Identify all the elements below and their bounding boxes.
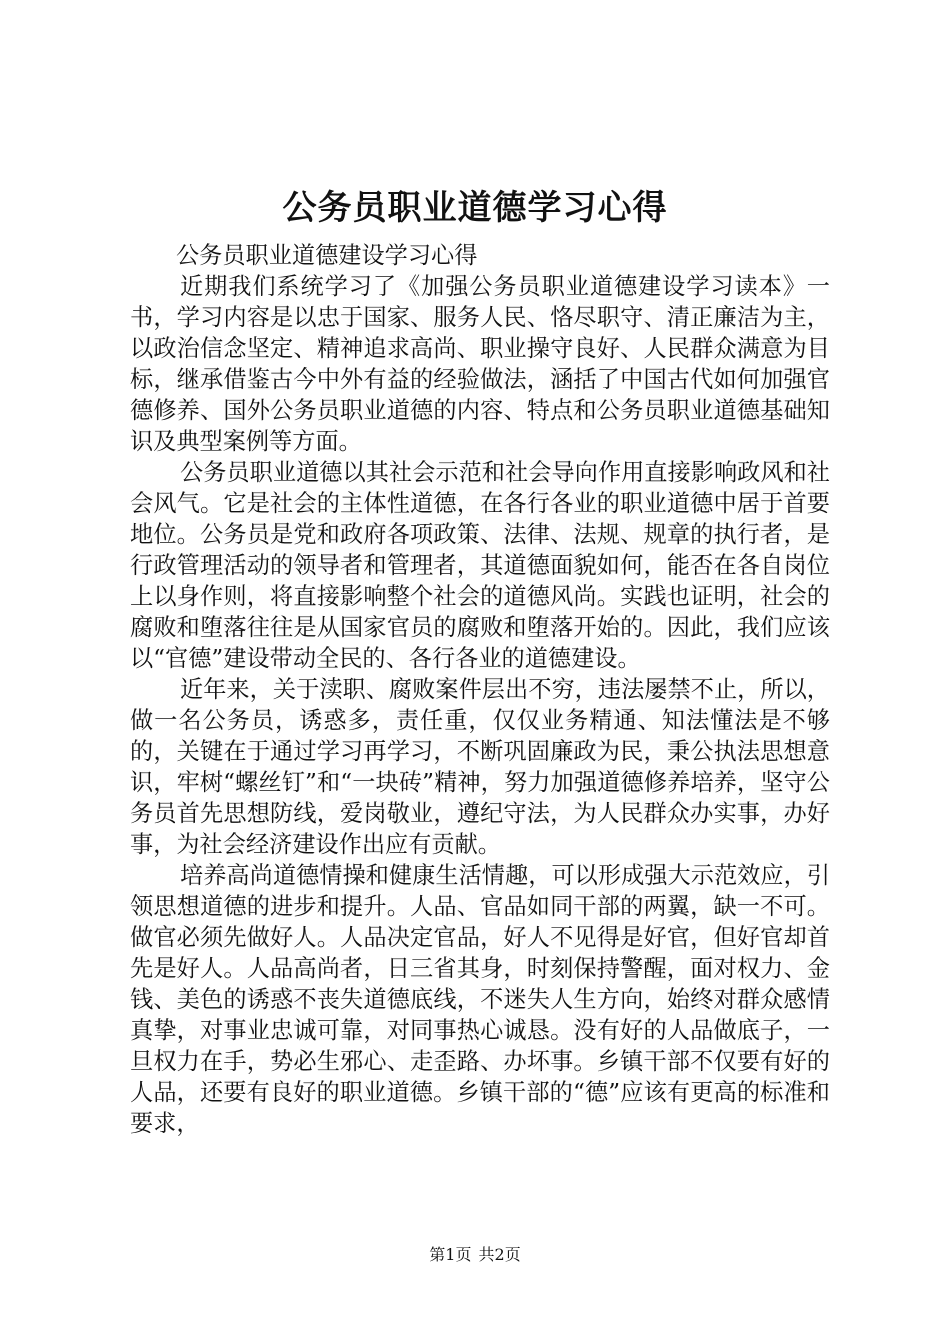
document-title: 公务员职业道德学习心得 [282, 188, 668, 228]
paragraph-2: 公务员职业道德以其社会示范和社会导向作用直接影响政风和社会风气。它是社会的主体性道德，在各行各业的职业道德中居于首要地位。公务员是党和政府各项政策、法律、法规、规章的执行者，是行政管理活动的领导者和管理者，其道德面貌如何，能否在各自岗位上以身作则，将直接影响整个社会的道德风尚。实践也证明，社会的腐败和堕落往往是从国家官员的腐败和堕落开始的。因此，我们应该以“官德”建设带动全民的、各行各业的道德建设。 [130, 459, 830, 672]
paragraph-4: 培养高尚道德情操和健康生活情趣，可以形成强大示范效应，引领思想道德的进步和提升。人品、官品如同干部的两翼，缺一不可。做官必须先做好人。人品决定官品，好人不见得是好官，但好官却首先是好人。人品高尚者，日三省其身，时刻保持警醒，面对权力、金钱、美色的诱惑不丧失道德底线，不迷失人生方向，始终对群众感情真挚，对事业忠诚可靠，对同事热心诚恳。没有好的人品做底子，一旦权力在手，势必生邪心、走歪路、办坏事。乡镇干部不仅要有好的人品，还要有良好的职业道德。乡镇干部的“德”应该有更高的标准和要求， [130, 862, 830, 1137]
page-number-footer: 第1页 共2页 [429, 1245, 521, 1264]
paragraph-3: 近年来，关于渎职、腐败案件层出不穷，违法屡禁不止，所以，做一名公务员，诱惑多，责任重，仅仅业务精通、知法懂法是不够的，关键在于通过学习再学习，不断巩固廉政为民，秉公执法思想意识，牢树“螺丝钉”和“一块砖”精神，努力加强道德修养培养，坚守公务员首先思想防线，爱岗敬业，遵纪守法，为人民群众办实事，办好事，为社会经济建设作出应有贡献。 [130, 676, 830, 858]
document-body [130, 240, 830, 1139]
document-subtitle: 公务员职业道德建设学习心得 [176, 242, 478, 269]
paragraph-1: 近期我们系统学习了《加强公务员职业道德建设学习读本》一书，学习内容是以忠于国家、服务人民、恪尽职守、清正廉洁为主，以政治信念坚定、精神追求高尚、职业操守良好、人民群众满意为目标，继承借鉴古今中外有益的经验做法，涵括了中国古代如何加强官德修养、国外公务员职业道德的内容、特点和公务员职业道德基础知识及典型案例等方面。 [130, 273, 830, 455]
